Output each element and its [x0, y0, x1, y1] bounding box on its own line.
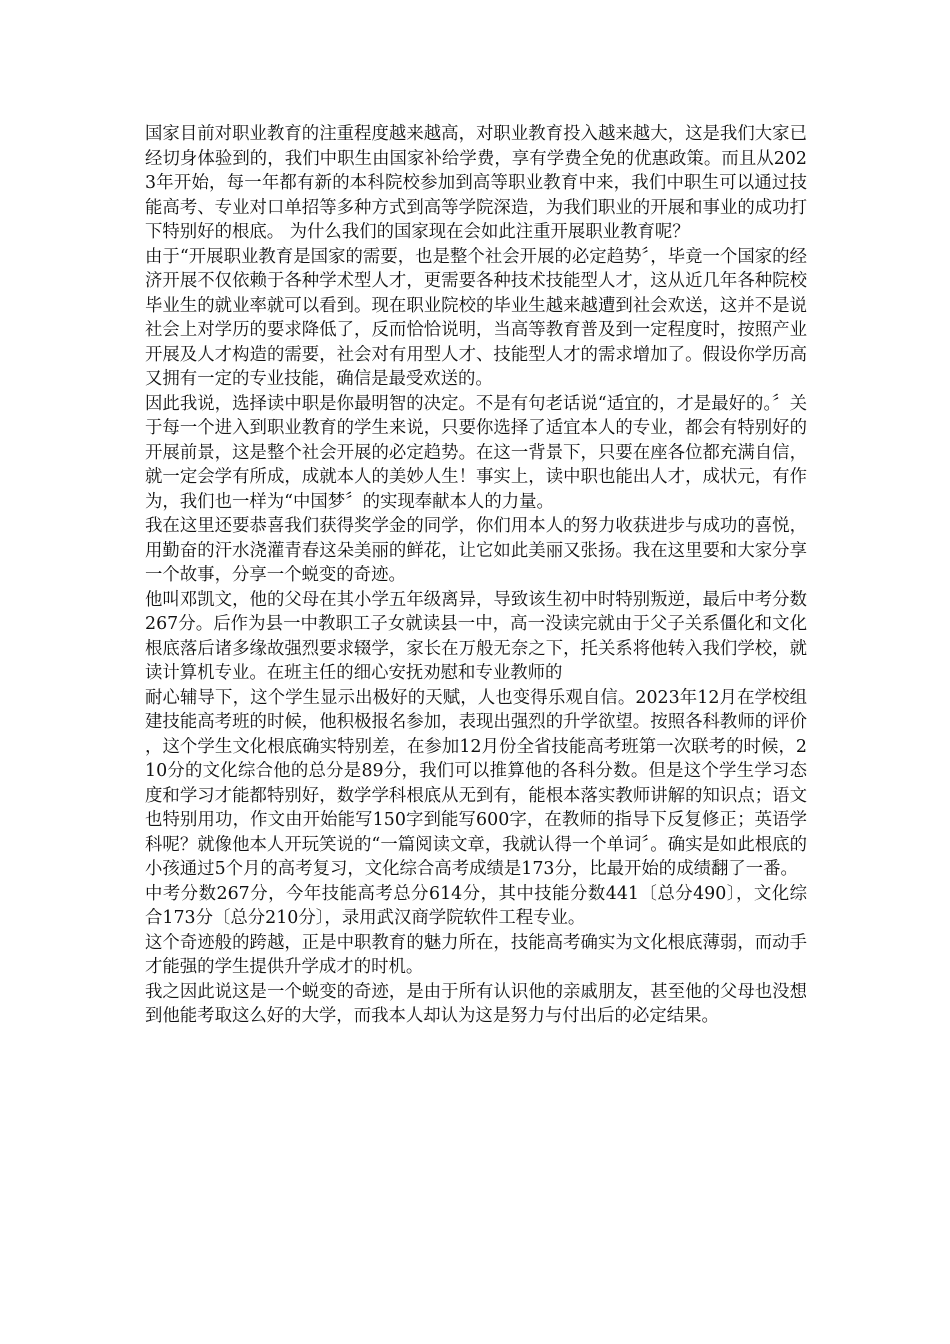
paragraph-9: 我之因此说这是一个蜕变的奇迹，是由于所有认识他的亲戚朋友，甚至他的父母也没想到他能考取这么好的大学，而我本人却认为这是努力与付出后的必定结果。	[145, 981, 807, 1026]
paragraph-1: 国家目前对职业教育的注重程度越来越高，对职业教育投入越来越大，这是我们大家已经切身体验到的，我们中职生由国家补给学费，享有学费全免的优惠政策。而且从2023年开始，每一年都有新的本科院校参加到高等职业教育中来，我们中职生可以通过技能高考、专业对口单招等多种方式到高等学院深造，为我们职业的开展和事业的成功打下特别好的根底。 为什么我们的国家现在会如此注重开展职业教育呢？	[145, 124, 807, 242]
paragraph-4: 我在这里还要恭喜我们获得奖学金的同学，你们用本人的努力收获进步与成功的喜悦，用勤奋的汗水浇灌青春这朵美丽的鲜花，让它如此美丽又张扬。我在这里要和大家分享一个故事，分享一个蜕变的奇迹。	[145, 516, 807, 585]
document-body	[145, 122, 807, 1029]
paragraph-7: 中考分数267分，今年技能高考总分614分，其中技能分数441〔总分490〕，文化综合173分〔总分210分〕，录用武汉商学院软件工程专业。	[145, 883, 807, 928]
paragraph-2: 由于“开展职业教育是国家的需要，也是整个社会开展的必定趋势〞，毕竟一个国家的经济开展不仅依赖于各种学术型人才，更需要各种技术技能型人才，这从近几年各种院校毕业生的就业率就可以看到。现在职业院校的毕业生越来越遭到社会欢送，这并不是说社会上对学历的要求降低了，反而恰恰说明，当高等教育普及到一定程度时，按照产业开展及人才构造的需要，社会对有用型人才、技能型人才的需求增加了。假设你学历高又拥有一定的专业技能，确信是最受欢送的。	[145, 246, 807, 389]
paragraph-6: 耐心辅导下，这个学生显示出极好的天赋，人也变得乐观自信。2023年12月在学校组建技能高考班的时候，他积极报名参加，表现出强烈的升学欲望。按照各科教师的评价，这个学生文化根底确实特别差，在参加12月份全省技能高考班第一次联考的时候，210分的文化综合他的总分是89分，我们可以推算他的各科分数。但是这个学生学习态度和学习才能都特别好，数学学科根底从无到有，能根本落实教师讲解的知识点；语文也特别用功，作文由开始能写150字到能写600字，在教师的指导下反复修正；英语学科呢？就像他本人开玩笑说的“一篇阅读文章，我就认得一个单词〞。确实是如此根底的小孩通过5个月的高考复习，文化综合高考成绩是173分，比最开始的成绩翻了一番。	[145, 687, 807, 879]
paragraph-5: 他叫邓凯文，他的父母在其小学五年级离异，导致该生初中时特别叛逆，最后中考分数267分。后作为县一中教职工子女就读县一中，高一没读完就由于父子关系僵化和文化根底落后诸多缘故强烈要求辍学，家长在万般无奈之下，托关系将他转入我们学校，就读计算机专业。在班主任的细心安抚劝慰和专业教师的	[145, 589, 807, 683]
paragraph-8: 这个奇迹般的跨越，正是中职教育的魅力所在，技能高考确实为文化根底薄弱，而动手才能强的学生提供升学成才的时机。	[145, 932, 807, 977]
paragraph-3: 因此我说，选择读中职是你最明智的决定。不是有句老话说“适宜的，才是最好的。〞关于每一个进入到职业教育的学生来说，只要你选择了适宜本人的专业，都会有特别好的开展前景，这是整个社会开展的必定趋势。在这一背景下，只要在座各位都充满自信，就一定会学有所成，成就本人的美妙人生！事实上，读中职也能出人才，成状元，有作为，我们也一样为“中国梦〞的实现奉献本人的力量。	[145, 393, 807, 512]
